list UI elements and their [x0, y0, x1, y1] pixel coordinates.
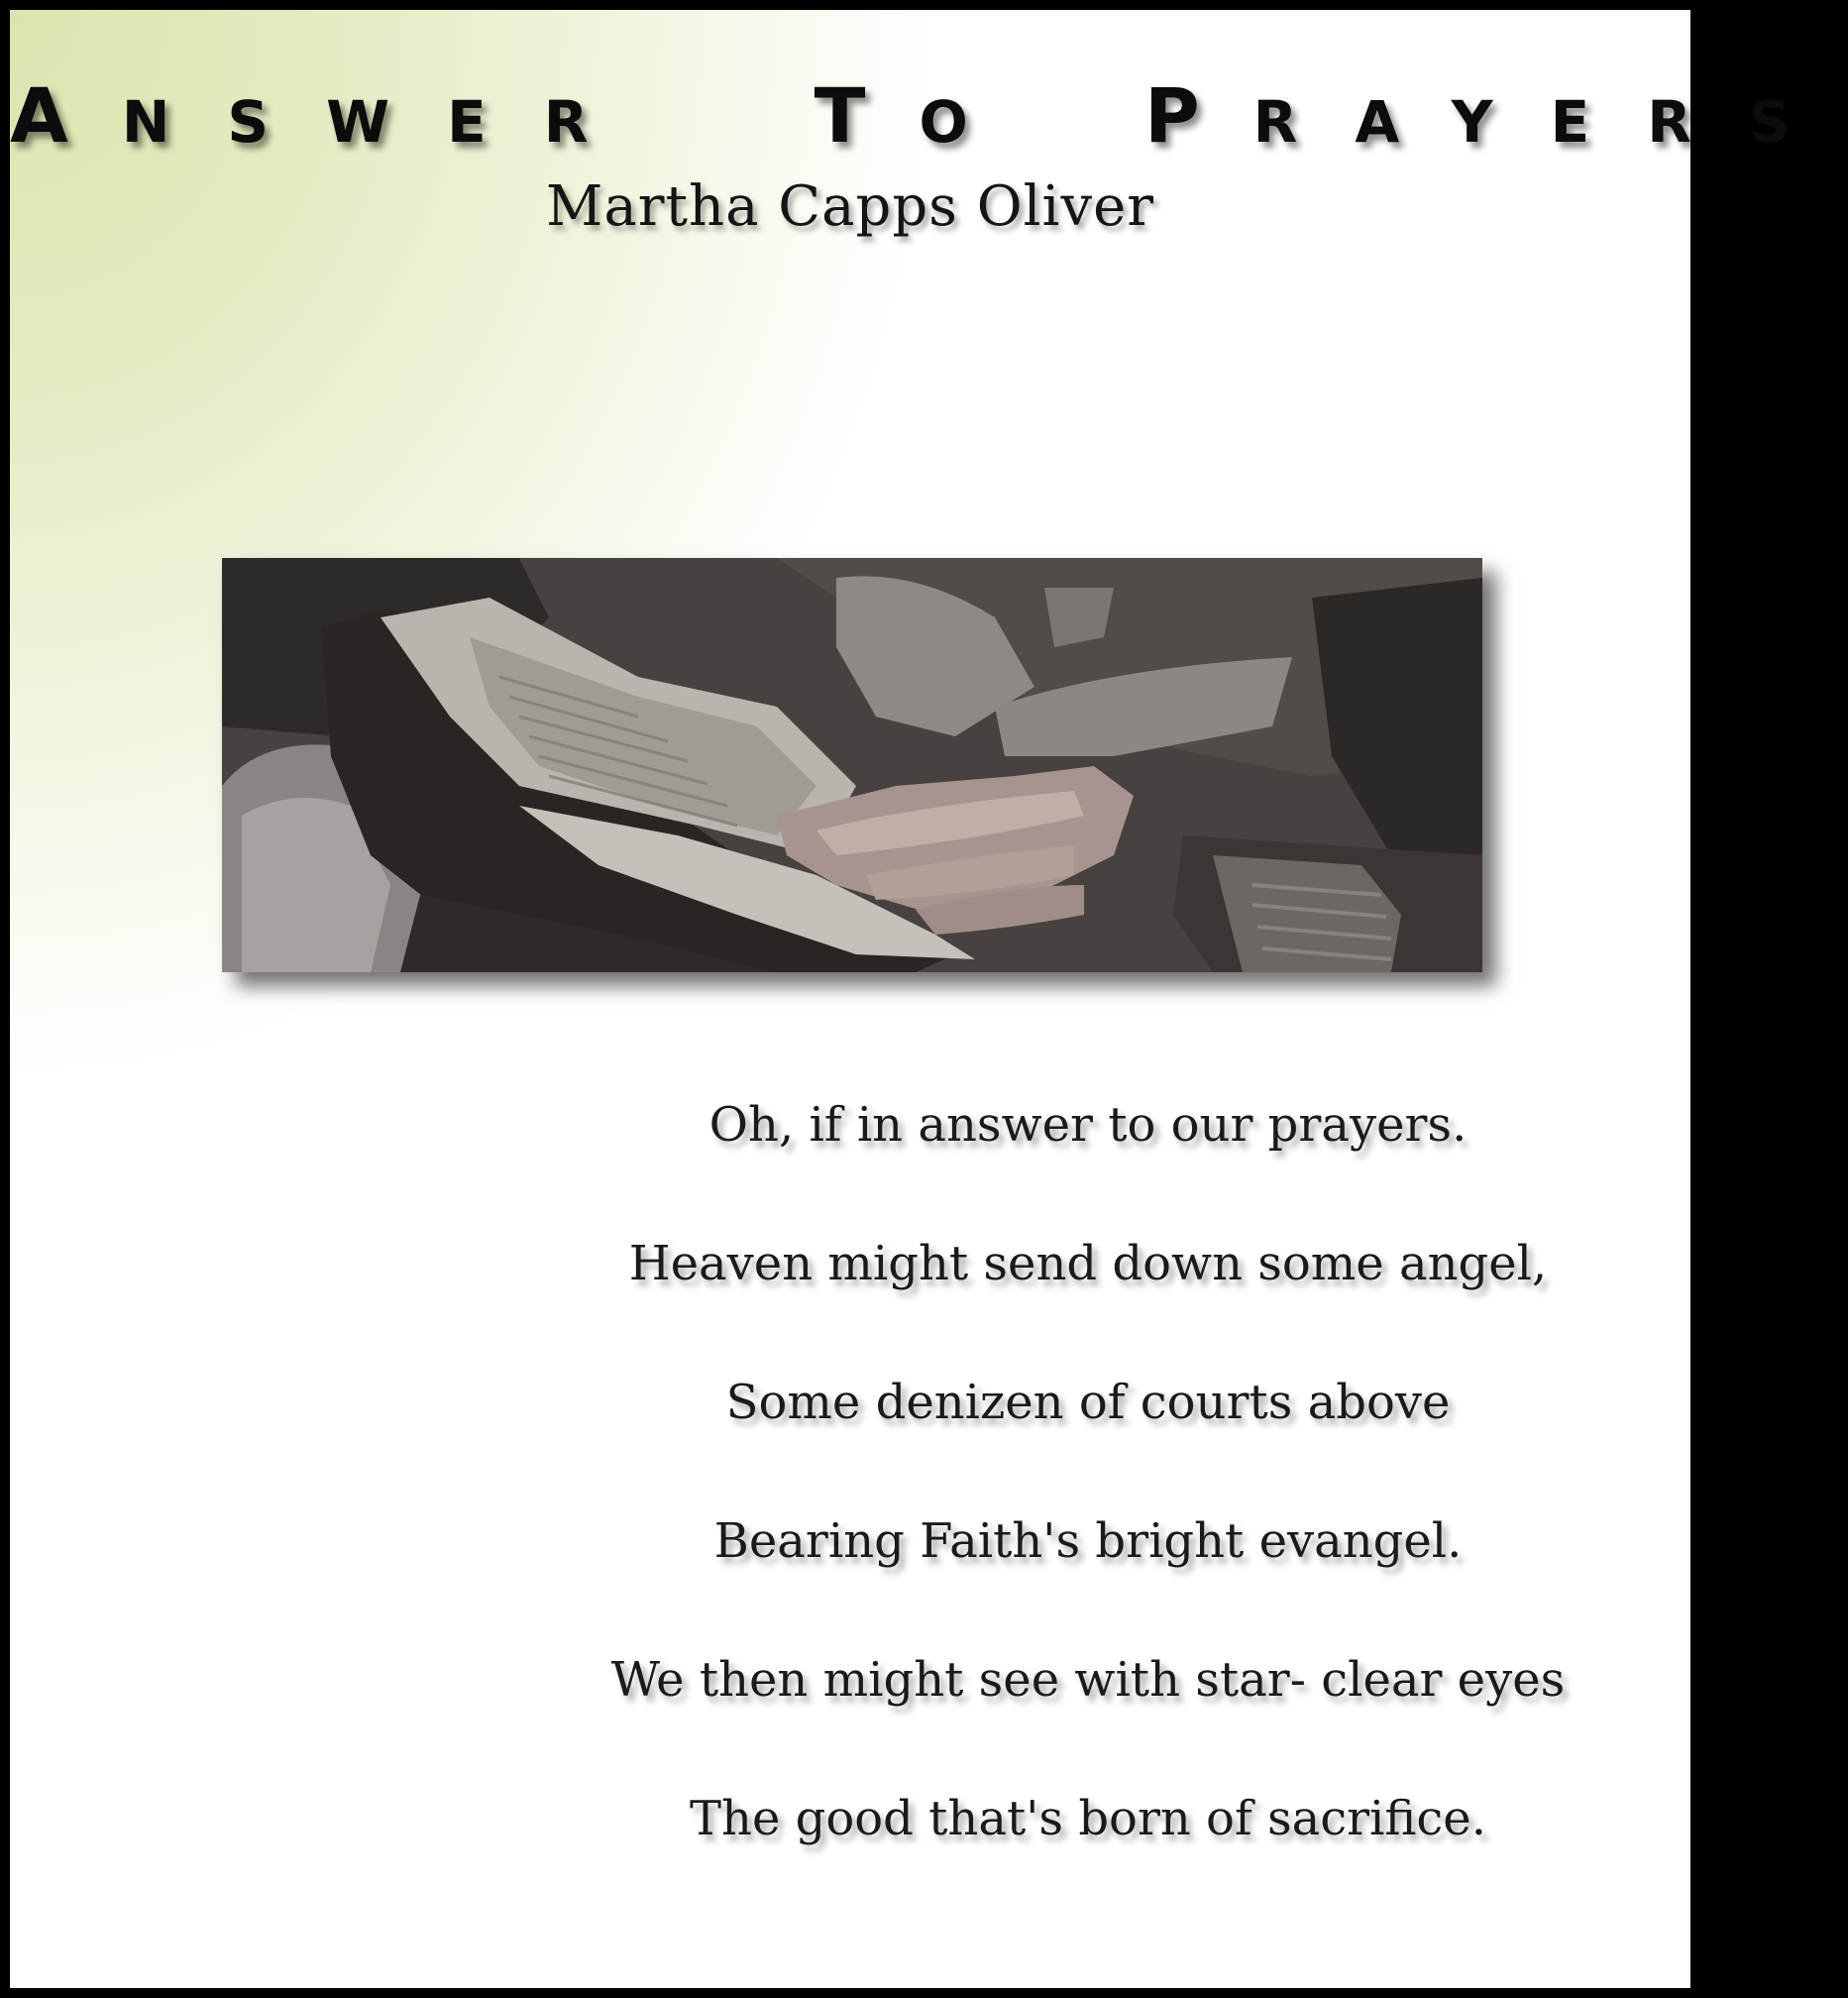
poem-page [10, 10, 1848, 1988]
poem-line-5: We then might see with star- clear eyes [610, 1652, 1566, 1708]
poem-line-4: Bearing Faith's bright evangel. [713, 1513, 1463, 1569]
poem-line-6: The good that's born of sacrifice. [690, 1791, 1486, 1846]
poem-title [10, 71, 1848, 160]
title-word-3-initial: P [1143, 71, 1200, 160]
title-word-3 [1144, 71, 1848, 160]
poem-body [525, 1055, 1651, 1888]
title-word-2-rest: O [919, 88, 1026, 156]
title-word-1-initial: A [10, 71, 68, 160]
title-word-1 [10, 71, 645, 160]
hands-holding-book-image [222, 558, 1482, 972]
title-word-2 [815, 71, 1026, 160]
poem-line-2: Heaven might send down some angel, [628, 1236, 1548, 1291]
title-word-3-rest: RAYERS [1252, 88, 1848, 156]
poem-author: Martha Capps Oliver [546, 174, 1154, 239]
title-word-2-initial: T [814, 71, 866, 160]
title-word-1-rest: NSWER [121, 88, 646, 156]
poem-line-3: Some denizen of courts above [725, 1375, 1451, 1430]
poem-line-1: Oh, if in answer to our prayers. [708, 1097, 1468, 1153]
